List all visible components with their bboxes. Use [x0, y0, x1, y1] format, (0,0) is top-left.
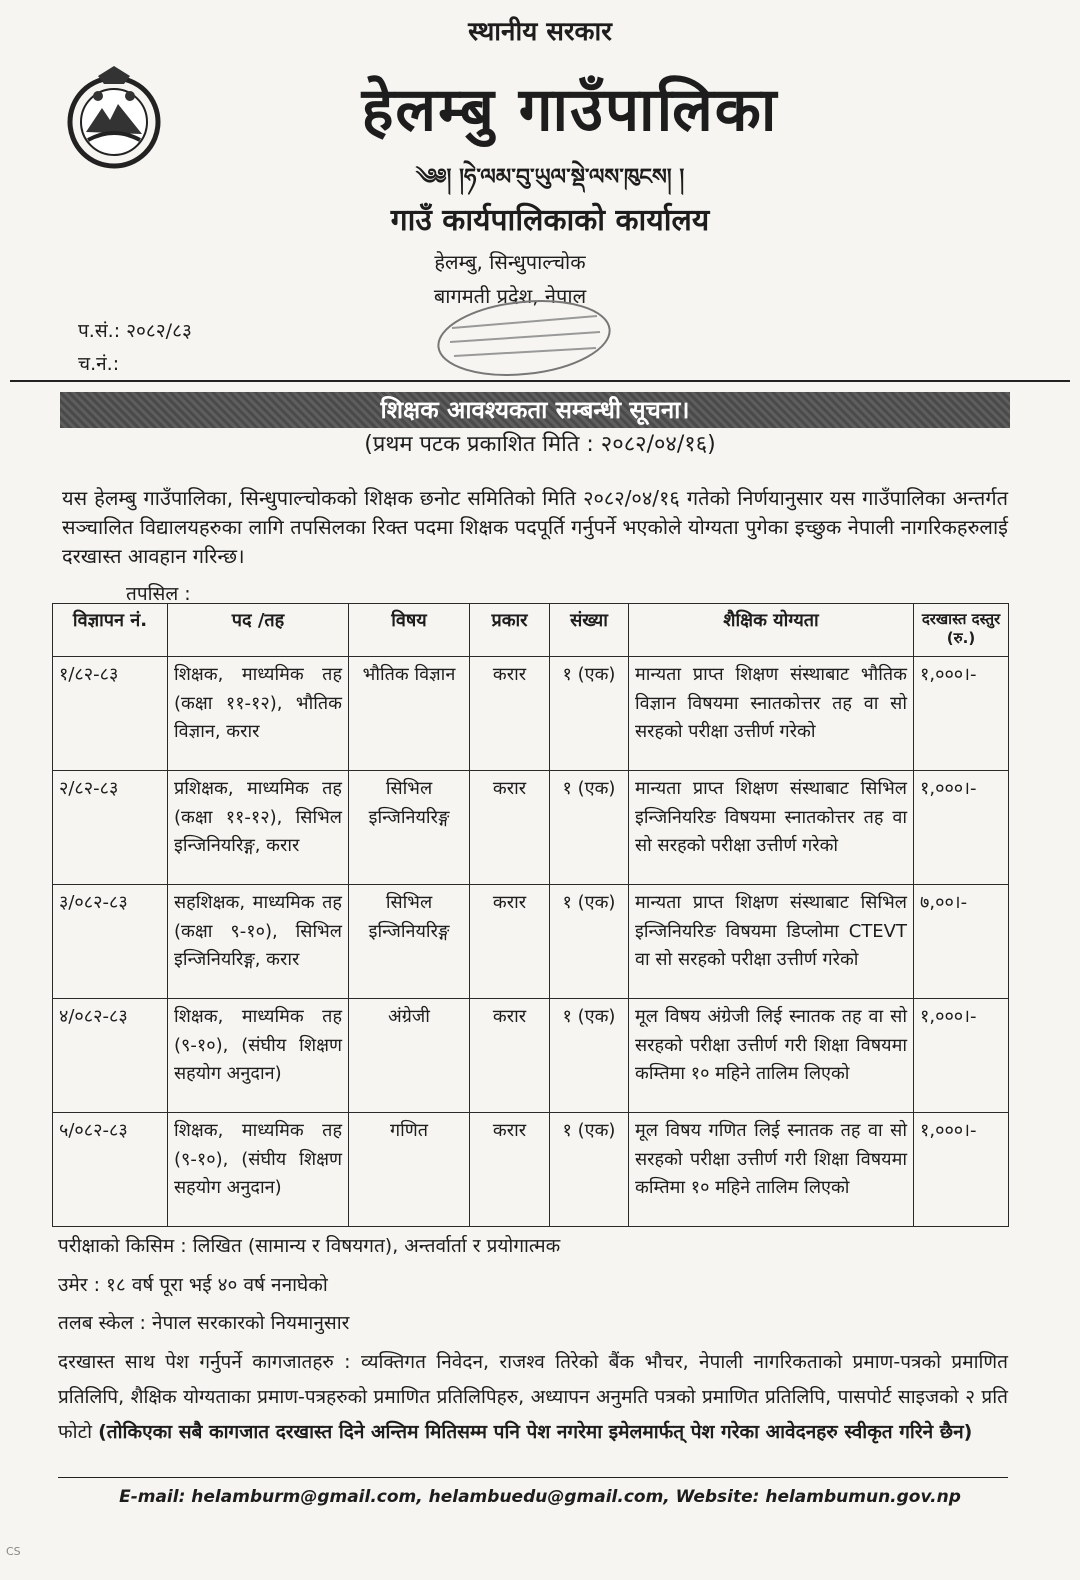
- scanner-watermark: CS: [6, 1545, 21, 1558]
- cell-post: शिक्षक, माध्यमिक तह (९-१०), (संघीय शिक्षण सहयोग अनुदान): [168, 1113, 349, 1227]
- documents-warning: (तोकिएका सबै कागजात दरखास्त दिने अन्तिम मितिसम्म पनि पेश नगरेमा इमेलमार्फत् पेश गरेका आवेदनहरु स्वीकृत गरिने छैन): [98, 1421, 973, 1443]
- cell-type: करार: [470, 657, 550, 771]
- office-stamp-icon: [432, 298, 617, 378]
- cell-ad-no: १/८२-८३: [53, 657, 168, 771]
- office-name: गाउँ कार्यपालिकाको कार्यालय: [390, 203, 710, 238]
- contact-footer: E-mail: helamburm@gmail.com, helambuedu@gmail.com, Website: helambumun.gov.np: [119, 1487, 961, 1507]
- municipality-name: हेलम्बु गाउँपालिका: [361, 75, 779, 145]
- header-type: प्रकार: [470, 604, 550, 657]
- vacancy-table: [52, 603, 1009, 1227]
- cell-qualification: मान्यता प्राप्त शिक्षण संस्थाबाट भौतिक विज्ञान विषयमा स्नातकोत्तर तह वा सो सरहको परीक्षा उत्तीर्ण गरेको: [629, 657, 914, 771]
- cell-subject: गणित: [349, 1113, 470, 1227]
- footer-divider: [58, 1477, 1008, 1478]
- notice-title-banner: शिक्षक आवश्यकता सम्बन्धी सूचना।: [60, 392, 1010, 428]
- cell-post: शिक्षक, माध्यमिक तह (९-१०), (संघीय शिक्षण सहयोग अनुदान): [168, 999, 349, 1113]
- cell-fee: १,०००।-: [914, 771, 1009, 885]
- cell-ad-no: ५/०८२-८३: [53, 1113, 168, 1227]
- cell-type: करार: [470, 1113, 550, 1227]
- header-qualification: शैक्षिक योग्यता: [629, 604, 914, 657]
- cell-qualification: मूल विषय अंग्रेजी लिई स्नातक तह वा सो सरहको परीक्षा उत्तीर्ण गरी शिक्षा विषयमा कम्तिमा १० महिने तालिम लिएको: [629, 999, 914, 1113]
- cell-subject: सिभिल इन्जिनियरिङ्ग: [349, 885, 470, 999]
- address-line-2: बागमती प्रदेश, नेपाल: [433, 284, 587, 308]
- address-line-1: हेलम्बु, सिन्धुपाल्चोक: [434, 250, 586, 274]
- cell-fee: १,०००।-: [914, 657, 1009, 771]
- header-divider: [10, 380, 1070, 382]
- cell-qualification: मान्यता प्राप्त शिक्षण संस्थाबाट सिभिल इन्जिनियरिङ विषयमा डिप्लोमा CTEVT वा सो सरहको परीक्षा उत्तीर्ण गरेको: [629, 885, 914, 999]
- table-row: [53, 1113, 1009, 1227]
- cell-qualification: मूल विषय गणित लिई स्नातक तह वा सो सरहको परीक्षा उत्तीर्ण गरी शिक्षा विषयमा कम्तिमा १० महिने तालिम लिएको: [629, 1113, 914, 1227]
- cell-subject: भौतिक विज्ञान: [349, 657, 470, 771]
- local-government-label: स्थानीय सरकार: [468, 17, 612, 47]
- cell-post: प्रशिक्षक, माध्यमिक तह (कक्षा ११-१२), सिभिल इन्जिनियरिङ्ग, करार: [168, 771, 349, 885]
- cell-ad-no: ३/०८२-८३: [53, 885, 168, 999]
- header-fee: दरखास्त दस्तुर (रु.): [914, 604, 1009, 657]
- cell-count: १ (एक): [550, 1113, 629, 1227]
- table-row: [53, 771, 1009, 885]
- cell-count: १ (एक): [550, 657, 629, 771]
- government-emblem-icon: [58, 62, 170, 174]
- table-row: [53, 657, 1009, 771]
- cell-ad-no: २/८२-८३: [53, 771, 168, 885]
- cell-fee: ७,००।-: [914, 885, 1009, 999]
- publication-date: (प्रथम पटक प्रकाशित मिति : २०८२/०४/१६): [364, 432, 716, 457]
- header-count: संख्या: [550, 604, 629, 657]
- cell-qualification: मान्यता प्राप्त शिक्षण संस्थाबाट सिभिल इन्जिनियरिङ विषयमा स्नातकोत्तर तह वा सो सरहको परीक्षा उत्तीर्ण गरेको: [629, 771, 914, 885]
- cell-subject: सिभिल इन्जिनियरिङ्ग: [349, 771, 470, 885]
- cell-fee: १,०००।-: [914, 1113, 1009, 1227]
- age-note: उमेर : १८ वर्ष पूरा भई ४० वर्ष ननाघेको: [58, 1274, 328, 1296]
- exam-type-note: परीक्षाको किसिम : लिखित (सामान्य र विषयगत), अन्तर्वार्ता र प्रयोगात्मक: [58, 1235, 561, 1257]
- cell-type: करार: [470, 999, 550, 1113]
- cell-post: सहशिक्षक, माध्यमिक तह (कक्षा ९-१०), सिभिल इन्जिनियरिङ्ग, करार: [168, 885, 349, 999]
- documents-note: [58, 1345, 1008, 1450]
- cell-count: १ (एक): [550, 771, 629, 885]
- cell-ad-no: ४/०८२-८३: [53, 999, 168, 1113]
- salary-note: तलब स्केल : नेपाल सरकारको नियमानुसार: [58, 1312, 350, 1334]
- cell-fee: १,०००।-: [914, 999, 1009, 1113]
- header-post: पद /तह: [168, 604, 349, 657]
- reference-number: प.सं.: २०८२/८३: [78, 320, 192, 342]
- cell-type: करार: [470, 771, 550, 885]
- dispatch-number: च.नं.:: [78, 353, 120, 375]
- tibetan-name: ༄༅། །ཧེ་ལམ་བུ་ཡུལ་སྡེ་ལས་ཁུངས། །: [415, 165, 685, 190]
- documents-list: दरखास्त साथ पेश गर्नुपर्ने कागजातहरु : व्यक्तिगत निवेदन, राजश्व तिरेको बैंक भौचर, नेपाली नागरिकताको प्रमाण-पत्रको प्रमाणित प्रतिलिपि, शैक्षिक योग्यताका प्रमाण-पत्रहरुको प्रमाणित प्रतिलिपिहरु, अध्यापन अनुमति पत्रको प्रमाणित प्रतिलिपि, पासपोर्ट साइजको २ प्रति फोटो: [58, 1351, 1008, 1443]
- table-row: [53, 885, 1009, 999]
- cell-post: शिक्षक, माध्यमिक तह (कक्षा ११-१२), भौतिक विज्ञान, करार: [168, 657, 349, 771]
- cell-count: १ (एक): [550, 999, 629, 1113]
- header-subject: विषय: [349, 604, 470, 657]
- cell-count: १ (एक): [550, 885, 629, 999]
- header-ad-no: विज्ञापन नं.: [53, 604, 168, 657]
- details-label: तपसिल :: [126, 583, 191, 605]
- table-header-row: [53, 604, 1009, 657]
- intro-paragraph: यस हेलम्बु गाउँपालिका, सिन्धुपाल्चोकको शिक्षक छनोट समितिको मिति २०८२/०४/१६ गतेको निर्णयानुसार यस गाउँपालिका अन्तर्गत सञ्चालित विद्यालयहरुका लागि तपसिलका रिक्त पदमा शिक्षक पदपूर्ति गर्नुपर्ने भएकोले योग्यता पुगेका इच्छुक नेपाली नागरिकहरुलाई दरखास्त आवहान गरिन्छ।: [62, 486, 1008, 568]
- table-row: [53, 999, 1009, 1113]
- cell-type: करार: [470, 885, 550, 999]
- cell-subject: अंग्रेजी: [349, 999, 470, 1113]
